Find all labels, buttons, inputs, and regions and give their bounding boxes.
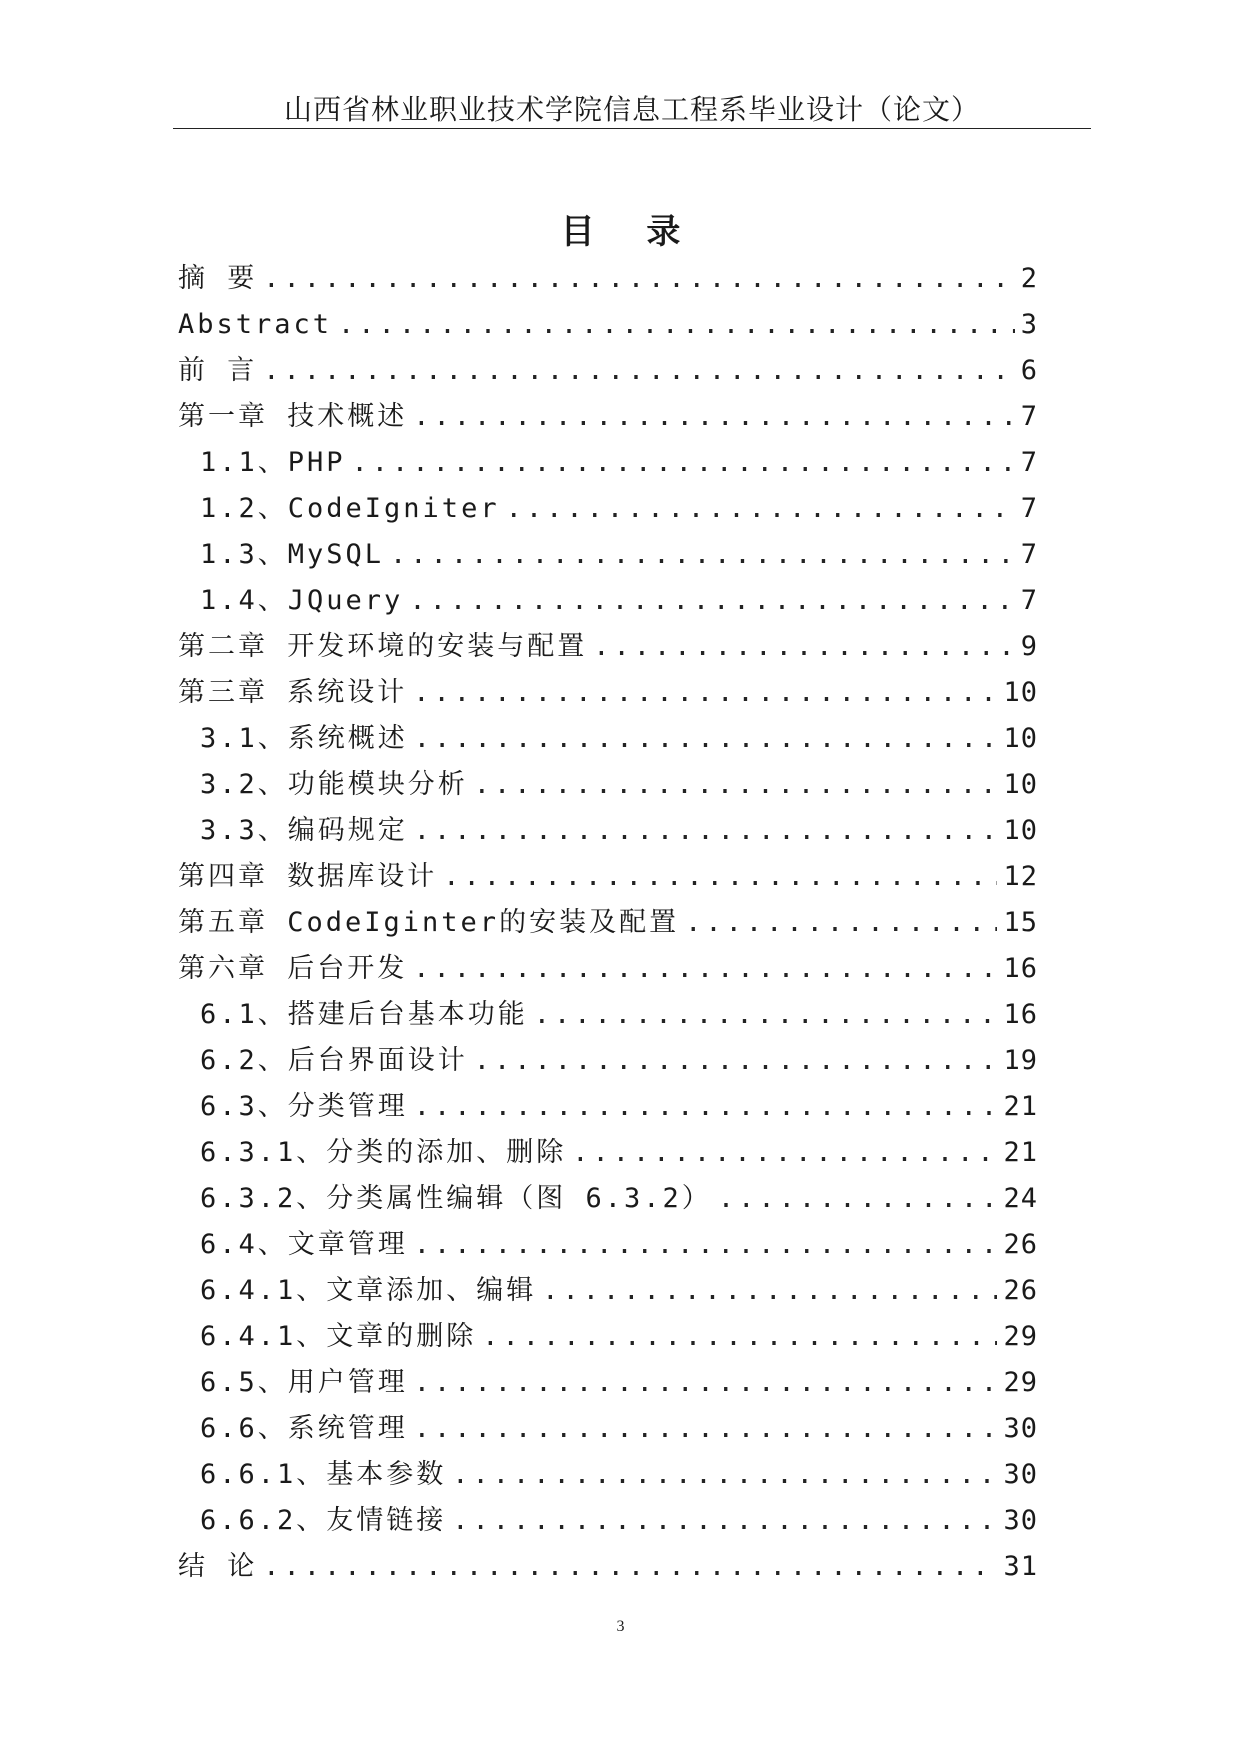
toc-entry[interactable] <box>178 854 1038 900</box>
toc-entry-label: 6.4、文章管理 <box>200 1229 408 1260</box>
toc-dot-leader <box>685 900 997 946</box>
toc-entry[interactable] <box>178 1222 1038 1268</box>
toc-entry[interactable] <box>178 1038 1038 1084</box>
toc-entry-page: 7 <box>1020 493 1038 524</box>
toc-entry-page: 26 <box>1003 1229 1038 1260</box>
toc-dot-leader <box>452 1498 997 1544</box>
toc-entry-label: 6.1、搭建后台基本功能 <box>200 999 528 1030</box>
table-of-contents <box>178 256 1038 1590</box>
toc-dot-leader <box>572 1130 997 1176</box>
toc-dot-leader <box>413 946 997 992</box>
toc-entry[interactable] <box>178 348 1038 394</box>
toc-entry-label: 6.3.2、分类属性编辑（图 6.3.2） <box>200 1183 712 1214</box>
toc-entry[interactable] <box>178 440 1038 486</box>
toc-entry[interactable] <box>178 302 1038 348</box>
toc-dot-leader <box>452 1452 997 1498</box>
toc-entry[interactable] <box>178 1268 1038 1314</box>
toc-entry-label: 1.4、JQuery <box>200 585 404 616</box>
toc-entry[interactable] <box>178 1544 1038 1590</box>
toc-entry-page: 31 <box>1003 1551 1038 1582</box>
toc-entry-page: 30 <box>1003 1413 1038 1444</box>
toc-dot-leader <box>542 1268 997 1314</box>
toc-entry-label: 第六章 后台开发 <box>178 953 408 984</box>
toc-dot-leader <box>474 762 998 808</box>
toc-entry-page: 12 <box>1003 861 1038 892</box>
toc-entry-label: 6.6.2、友情链接 <box>200 1505 447 1536</box>
toc-dot-leader <box>413 670 997 716</box>
toc-entry-page: 10 <box>1003 769 1038 800</box>
toc-dot-leader <box>474 1038 998 1084</box>
toc-entry-page: 7 <box>1020 401 1038 432</box>
toc-entry-page: 29 <box>1003 1321 1038 1352</box>
toc-entry[interactable] <box>178 1176 1038 1222</box>
toc-entry[interactable] <box>178 716 1038 762</box>
toc-entry-page: 16 <box>1003 953 1038 984</box>
toc-dot-leader <box>414 808 998 854</box>
toc-entry[interactable] <box>178 578 1038 624</box>
toc-entry-page: 7 <box>1020 447 1038 478</box>
toc-entry[interactable] <box>178 1314 1038 1360</box>
toc-entry[interactable] <box>178 1452 1038 1498</box>
toc-entry-label: 结 论 <box>178 1551 258 1582</box>
toc-dot-leader <box>390 532 1015 578</box>
toc-entry-page: 21 <box>1003 1091 1038 1122</box>
toc-entry-label: 6.6.1、基本参数 <box>200 1459 447 1490</box>
toc-entry-label: Abstract <box>178 309 333 340</box>
toc-entry-page: 29 <box>1003 1367 1038 1398</box>
toc-entry-label: 6.3、分类管理 <box>200 1091 408 1122</box>
toc-dot-leader <box>409 578 1014 624</box>
toc-entry[interactable] <box>178 1498 1038 1544</box>
toc-dot-leader <box>506 486 1015 532</box>
toc-dot-leader <box>263 256 1014 302</box>
toc-entry-page: 10 <box>1003 815 1038 846</box>
toc-dot-leader <box>414 716 998 762</box>
toc-entry[interactable] <box>178 946 1038 992</box>
toc-entry[interactable] <box>178 486 1038 532</box>
toc-dot-leader <box>263 348 1014 394</box>
toc-entry-page: 2 <box>1020 263 1038 294</box>
toc-entry[interactable] <box>178 394 1038 440</box>
toc-dot-leader <box>414 1360 998 1406</box>
page-header: 山西省林业职业技术学院信息工程系毕业设计（论文） <box>283 93 980 126</box>
toc-entry[interactable] <box>178 900 1038 946</box>
toc-entry[interactable] <box>178 624 1038 670</box>
toc-dot-leader <box>413 394 1014 440</box>
toc-entry-page: 7 <box>1020 539 1038 570</box>
toc-entry[interactable] <box>178 808 1038 854</box>
toc-entry-page: 24 <box>1003 1183 1038 1214</box>
toc-entry-label: 第一章 技术概述 <box>178 401 408 432</box>
toc-entry-page: 30 <box>1003 1459 1038 1490</box>
toc-entry[interactable] <box>178 256 1038 302</box>
toc-dot-leader <box>534 992 998 1038</box>
toc-entry[interactable] <box>178 1406 1038 1452</box>
toc-entry-page: 21 <box>1003 1137 1038 1168</box>
toc-entry-page: 16 <box>1003 999 1038 1030</box>
toc-entry-page: 3 <box>1020 309 1038 340</box>
toc-entry-label: 1.3、MySQL <box>200 539 385 570</box>
toc-entry-label: 3.2、功能模块分析 <box>200 769 468 800</box>
toc-entry[interactable] <box>178 1130 1038 1176</box>
toc-entry-page: 30 <box>1003 1505 1038 1536</box>
toc-dot-leader <box>414 1222 998 1268</box>
toc-entry-label: 6.2、后台界面设计 <box>200 1045 468 1076</box>
toc-entry-label: 第五章 CodeIginter的安装及配置 <box>178 907 680 938</box>
toc-entry-label: 6.6、系统管理 <box>200 1413 408 1444</box>
toc-entry-page: 7 <box>1020 585 1038 616</box>
toc-entry-label: 第四章 数据库设计 <box>178 861 438 892</box>
toc-dot-leader <box>352 440 1015 486</box>
toc-entry-page: 10 <box>1003 723 1038 754</box>
toc-title: 目 录 <box>560 212 701 252</box>
toc-entry-label: 前 言 <box>178 355 258 386</box>
toc-entry-page: 26 <box>1003 1275 1038 1306</box>
toc-entry-label: 6.4.1、文章的删除 <box>200 1321 477 1352</box>
toc-entry-label: 3.3、编码规定 <box>200 815 408 846</box>
toc-dot-leader <box>718 1176 998 1222</box>
toc-dot-leader <box>263 1544 997 1590</box>
toc-entry-label: 3.1、系统概述 <box>200 723 408 754</box>
toc-entry-page: 10 <box>1003 677 1038 708</box>
toc-entry-label: 摘 要 <box>178 263 258 294</box>
toc-dot-leader <box>443 854 997 900</box>
toc-entry-page: 6 <box>1020 355 1038 386</box>
toc-entry-label: 1.1、PHP <box>200 447 346 478</box>
toc-entry[interactable] <box>178 532 1038 578</box>
toc-entry-label: 6.3.1、分类的添加、删除 <box>200 1137 567 1168</box>
toc-entry-page: 15 <box>1003 907 1038 938</box>
toc-entry-label: 6.4.1、文章添加、编辑 <box>200 1275 537 1306</box>
toc-dot-leader <box>593 624 1014 670</box>
toc-entry-label: 1.2、CodeIgniter <box>200 493 500 524</box>
toc-entry[interactable] <box>178 670 1038 716</box>
toc-dot-leader <box>414 1406 998 1452</box>
toc-entry[interactable] <box>178 1360 1038 1406</box>
toc-entry-page: 9 <box>1020 631 1038 662</box>
toc-entry[interactable] <box>178 762 1038 808</box>
toc-dot-leader <box>482 1314 997 1360</box>
toc-entry-page: 19 <box>1003 1045 1038 1076</box>
toc-entry-label: 第二章 开发环境的安装与配置 <box>178 631 588 662</box>
toc-entry-label: 第三章 系统设计 <box>178 677 408 708</box>
toc-dot-leader <box>338 302 1015 348</box>
toc-entry-label: 6.5、用户管理 <box>200 1367 408 1398</box>
toc-dot-leader <box>414 1084 998 1130</box>
page-number: 3 <box>616 1618 625 1635</box>
header-divider <box>173 128 1091 129</box>
toc-entry[interactable] <box>178 1084 1038 1130</box>
toc-entry[interactable] <box>178 992 1038 1038</box>
